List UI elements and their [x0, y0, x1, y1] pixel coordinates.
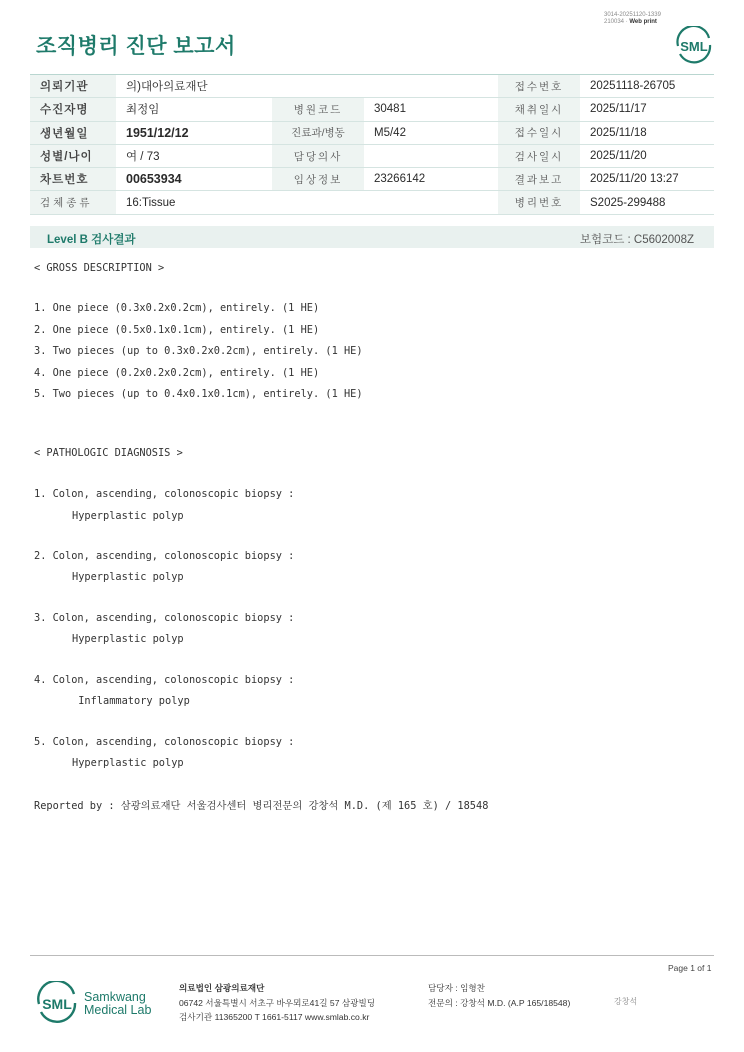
- gross-item: 4. One piece (0.2x0.2x0.2cm), entirely. (1 HE): [34, 367, 320, 379]
- print-meta-mode: 210034 · Web print: [604, 19, 657, 25]
- doctor-name: 강창석 M.D. (A.P 165/18548): [460, 997, 571, 1008]
- insurance-code: 보험코드 : C5602008Z: [579, 234, 694, 246]
- info-row: [30, 168, 714, 191]
- sml-logo-icon: [36, 981, 78, 1025]
- staff-row: 담당자 : 임형찬: [428, 983, 485, 993]
- svg-text:SML: SML: [680, 39, 708, 54]
- diagnosis-result: Hyperplastic polyp: [72, 633, 184, 645]
- info-row: [30, 144, 714, 167]
- label-pathology-no: 병리번호: [498, 191, 580, 214]
- value-attending-doctor: [364, 144, 498, 167]
- value-receipt-date: 2025/11/18: [580, 121, 714, 144]
- label-sex-age: 성별/나이: [30, 144, 116, 167]
- label-department: 진료과/병동: [272, 121, 364, 144]
- brand-name: [84, 991, 151, 1017]
- diagnosis-result: Hyperplastic polyp: [72, 571, 184, 583]
- label-test-date: 검사일시: [498, 144, 580, 167]
- diagnosis-site: 2. Colon, ascending, colonoscopic biopsy :: [34, 550, 295, 562]
- value-pathology-no: S2025-299488: [580, 191, 714, 214]
- gross-item: 1. One piece (0.3x0.2x0.2cm), entirely. (1 HE): [34, 302, 320, 314]
- value-collection-date: 2025/11/17: [580, 98, 714, 121]
- label-hospital-code: 병원코드: [272, 98, 364, 121]
- reported-by: Reported by : 삼광의료재단 서울검사센터 병리전문의 강창석 M.D. (제 165 호) / 18548: [34, 800, 489, 812]
- value-specimen-type: 16:Tissue: [116, 191, 498, 214]
- value-requesting-org: 의)대아의료재단: [116, 75, 498, 98]
- print-meta: [604, 12, 661, 26]
- value-result-report: 2025/11/20 13:27: [580, 168, 714, 191]
- value-chart-no: 00653934: [116, 168, 272, 191]
- gross-item: 2. One piece (0.5x0.1x0.1cm), entirely. (1 HE): [34, 324, 320, 336]
- label-patient-name: 수진자명: [30, 98, 116, 121]
- info-row: [30, 121, 714, 144]
- gross-item: 5. Two pieces (up to 0.4x0.1x0.1cm), entirely. (1 HE): [34, 388, 363, 400]
- brand-line2: Medical Lab: [84, 1003, 152, 1017]
- label-attending-doctor: 담당의사: [272, 144, 364, 167]
- org-name: 의료법인 삼광의료재단: [179, 983, 265, 993]
- diagnosis-result: Hyperplastic polyp: [72, 757, 184, 769]
- label-requesting-org: 의뢰기관: [30, 75, 116, 98]
- doctor-signature: 강창석: [614, 997, 638, 1006]
- page-number: Page 1 of 1: [668, 963, 712, 973]
- label-receipt-date: 접수일시: [498, 121, 580, 144]
- label-clinical-info: 임상정보: [272, 168, 364, 191]
- print-meta-code: 3014-20251120-1339: [604, 12, 661, 18]
- staff-name: 임형찬: [460, 983, 485, 993]
- value-patient-name: 최정임: [116, 98, 272, 121]
- value-test-date: 2025/11/20: [580, 144, 714, 167]
- footer-divider: [30, 955, 714, 956]
- value-sex-age: 여 / 73: [116, 144, 272, 167]
- label-specimen-type: 검체종류: [30, 191, 116, 214]
- patient-info-table: [30, 74, 714, 215]
- diagnosis-header: < PATHOLOGIC DIAGNOSIS >: [34, 447, 183, 459]
- staff-info: [428, 981, 570, 1010]
- brand-line1: Samkwang: [84, 990, 146, 1004]
- org-contact: 검사기관 11365200 T 1661-5117 www.smlab.co.kr: [179, 1012, 370, 1022]
- label-receipt-no: 접수번호: [498, 75, 580, 98]
- org-info: [179, 981, 375, 1025]
- sml-logo-icon: [674, 26, 714, 64]
- report-title: 조직병리 진단 보고서: [36, 35, 236, 58]
- diagnosis-site: 1. Colon, ascending, colonoscopic biopsy :: [34, 488, 295, 500]
- result-section-header: [30, 226, 714, 248]
- info-row: [30, 191, 714, 214]
- diagnosis-site: 5. Colon, ascending, colonoscopic biopsy :: [34, 736, 295, 748]
- doctor-row: 전문의 : 강창석 M.D. (A.P 165/18548): [428, 997, 571, 1008]
- org-address: 06742 서울특별시 서초구 바우뫼로41길 57 삼광빌딩: [179, 997, 376, 1008]
- gross-item: 3. Two pieces (up to 0.3x0.2x0.2cm), entirely. (1 HE): [34, 345, 363, 357]
- diagnosis-site: 4. Colon, ascending, colonoscopic biopsy :: [34, 674, 295, 686]
- info-row: [30, 98, 714, 121]
- value-birth-date: 1951/12/12: [116, 121, 272, 144]
- label-collection-date: 채취일시: [498, 98, 580, 121]
- info-row: [30, 75, 714, 98]
- value-hospital-code: 30481: [364, 98, 498, 121]
- value-receipt-no: 20251118-26705: [580, 75, 714, 98]
- value-department: M5/42: [364, 121, 498, 144]
- result-level-label: Level B 검사결과: [47, 234, 136, 246]
- label-chart-no: 차트번호: [30, 168, 116, 191]
- label-result-report: 결과보고: [498, 168, 580, 191]
- value-clinical-info: 23266142: [364, 168, 498, 191]
- label-birth-date: 생년월일: [30, 121, 116, 144]
- svg-text:SML: SML: [42, 996, 72, 1012]
- diagnosis-result: Inflammatory polyp: [72, 695, 190, 707]
- diagnosis-site: 3. Colon, ascending, colonoscopic biopsy :: [34, 612, 295, 624]
- gross-description-header: < GROSS DESCRIPTION >: [34, 262, 165, 274]
- diagnosis-result: Hyperplastic polyp: [72, 510, 184, 522]
